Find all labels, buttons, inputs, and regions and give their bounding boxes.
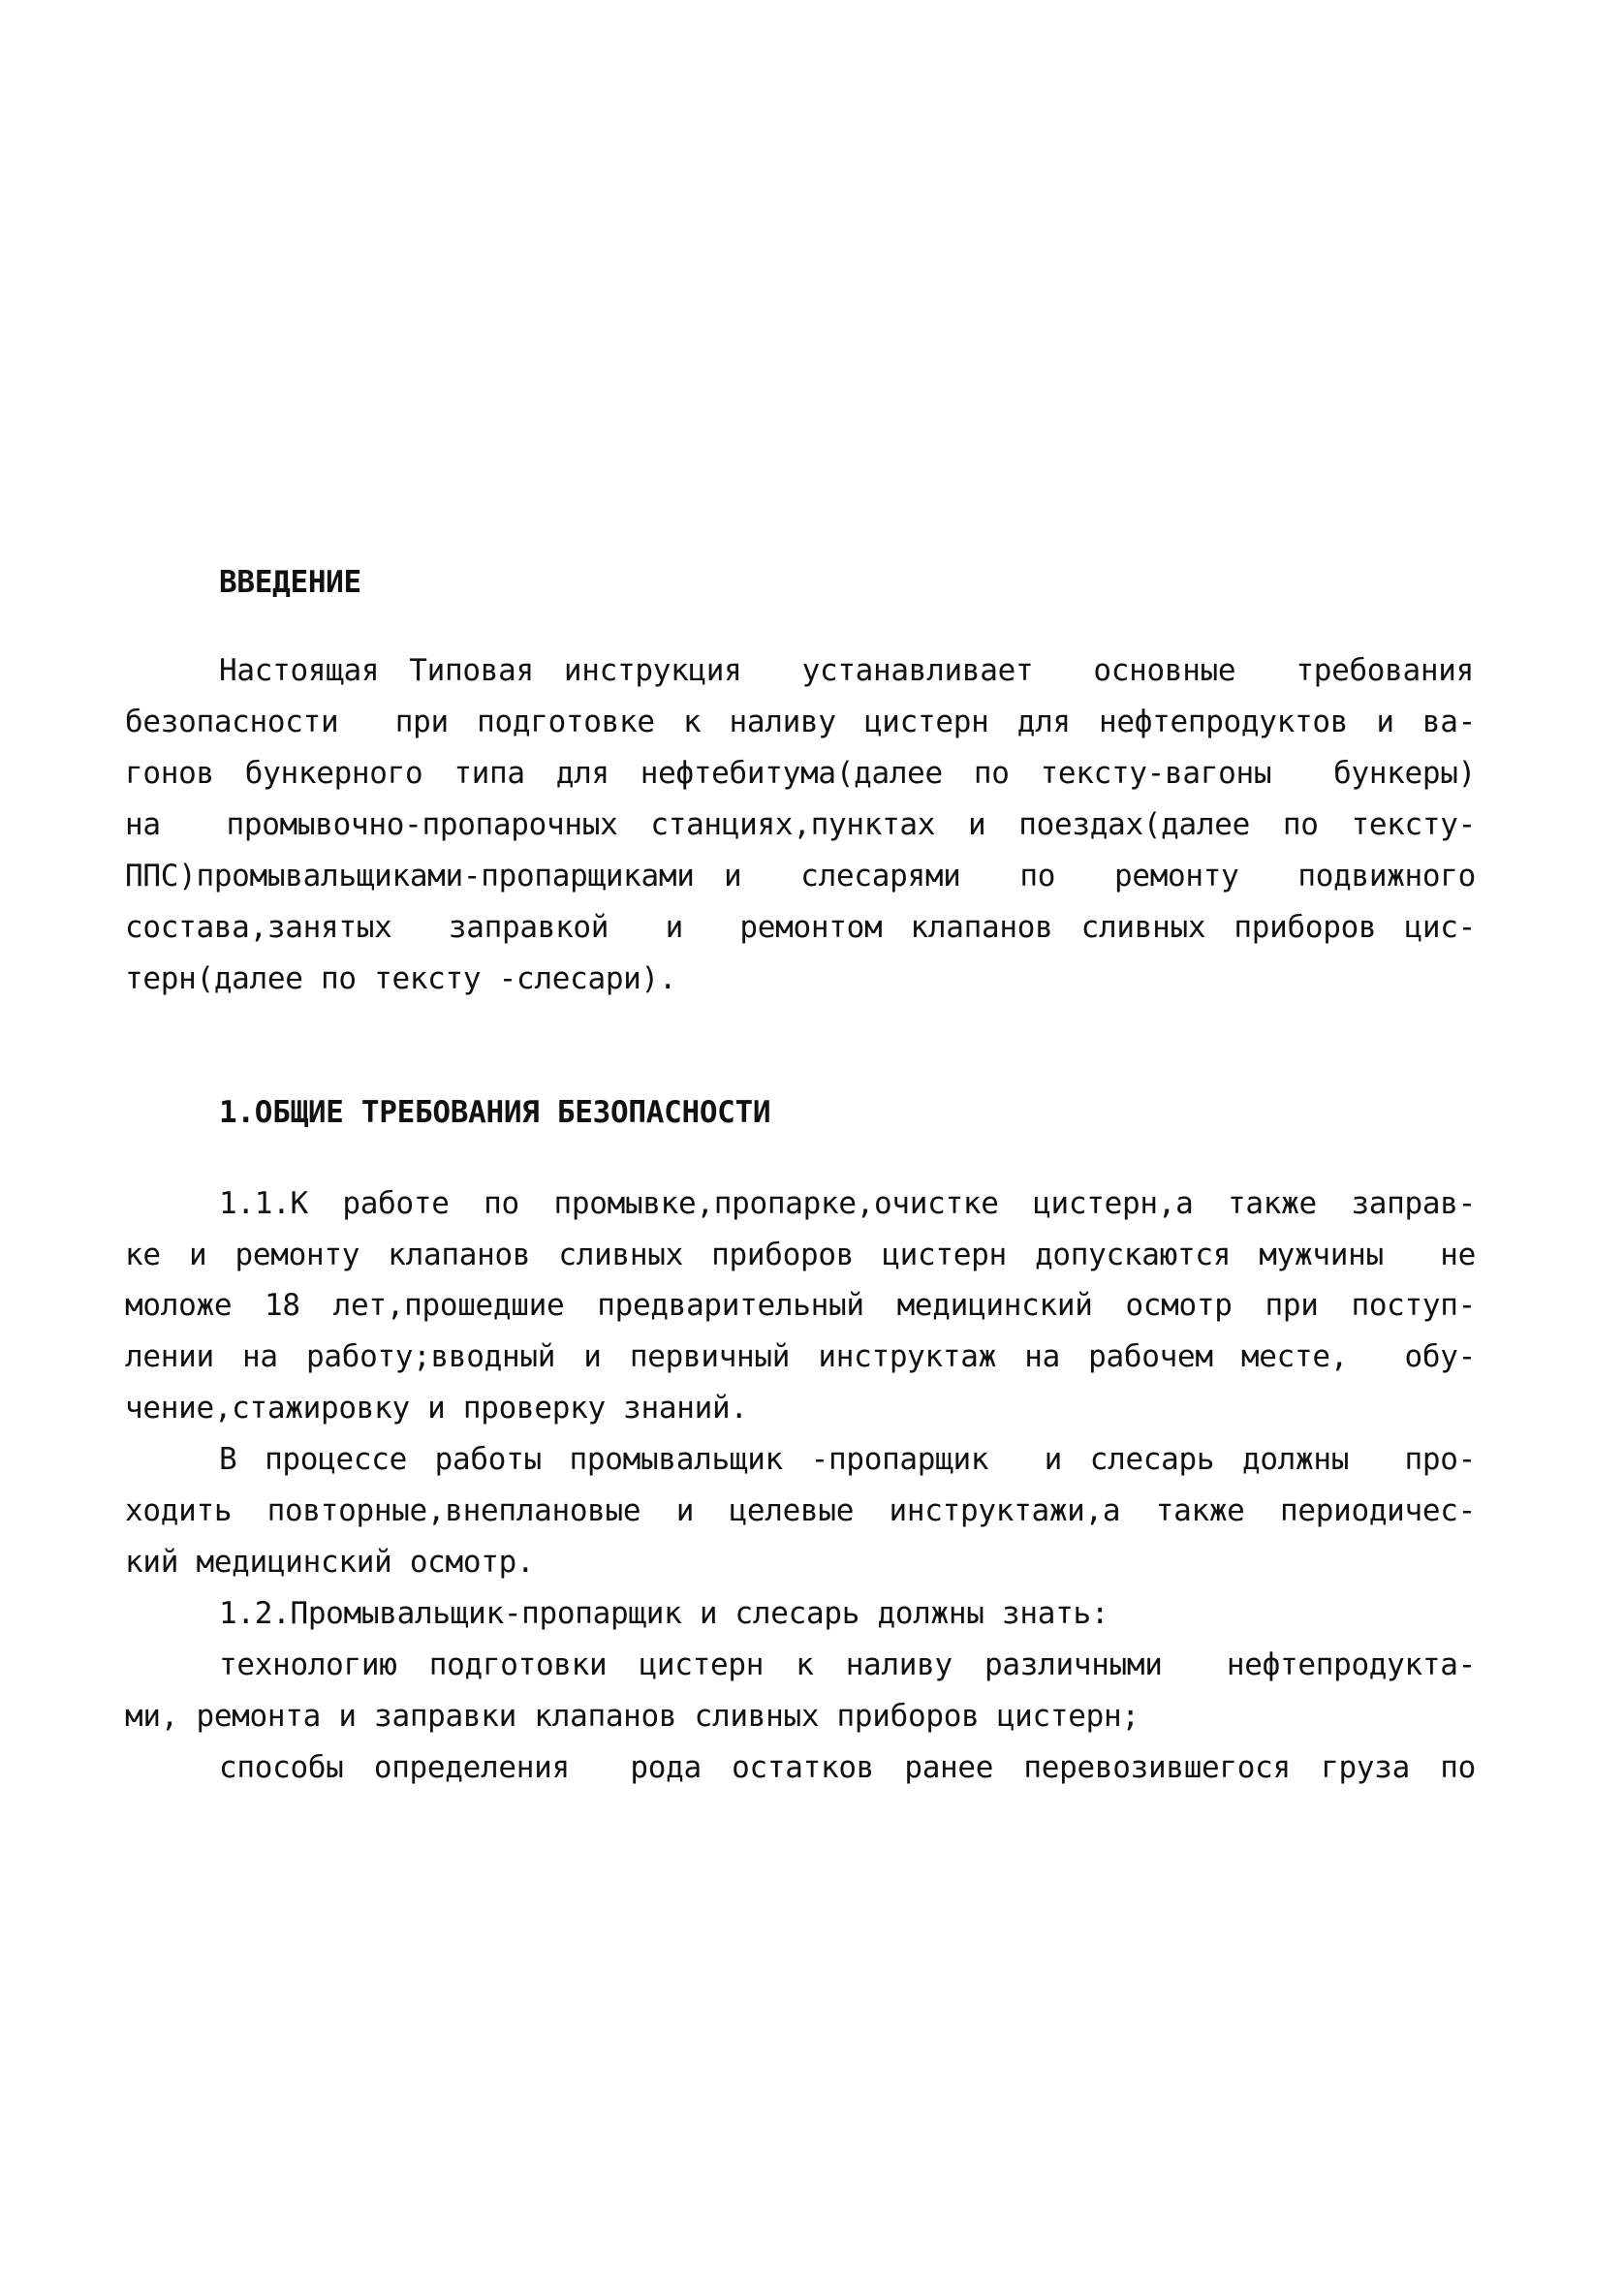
section-1-line-5: чение,стажировку и проверку знаний.	[125, 1391, 748, 1426]
section-1-line-7: ходить повторные,внеплановые и целевые инструктажи,а также периодичес-	[125, 1493, 1476, 1528]
intro-line-3: гонов бункерного типа для нефтебитума(далее по тексту-вагоны бункеры)	[125, 756, 1476, 791]
section-1-line-12: способы определения рода остатков ранее перевозившегося груза по	[219, 1750, 1476, 1785]
section-1-heading: 1.ОБЩИЕ ТРЕБОВАНИЯ БЕЗОПАСНОСТИ	[219, 1095, 771, 1130]
section-1-line-10: технологию подготовки цистерн к наливу различными нефтепродукта-	[219, 1647, 1476, 1682]
intro-line-2: безопасности при подготовке к наливу цистерн для нефтепродуктов и ва-	[125, 705, 1476, 739]
intro-line-5: ППС)промывальщиками-пропарщиками и слесарями по ремонту подвижного	[125, 859, 1476, 894]
section-1-line-1: 1.1.К работе по промывке,пропарке,очистке цистерн,а также заправ-	[219, 1186, 1476, 1221]
section-1-line-3: моложе 18 лет,прошедшие предварительный медицинский осмотр при поступ-	[125, 1288, 1476, 1323]
intro-line-6: состава,занятых заправкой и ремонтом клапанов сливных приборов цис-	[125, 910, 1476, 945]
section-1-line-6: В процессе работы промывальщик -пропарщик и слесарь должны про-	[219, 1442, 1476, 1477]
section-1-line-4: лении на работу;вводный и первичный инструктаж на рабочем месте, обу-	[125, 1339, 1476, 1374]
intro-heading: ВВЕДЕНИЕ	[219, 565, 361, 600]
intro-line-4: на промывочно-пропарочных станциях,пунктах и поездах(далее по тексту-	[125, 807, 1476, 842]
intro-line-1: Настоящая Типовая инструкция устанавливает основные требования	[219, 653, 1474, 688]
section-1-line-8: кий медицинский осмотр.	[125, 1545, 535, 1580]
intro-line-7: терн(далее по тексту -слесари).	[125, 961, 677, 996]
section-1-line-9: 1.2.Промывальщик-пропарщик и слесарь должны знать:	[219, 1596, 1109, 1631]
section-1-line-11: ми, ремонта и заправки клапанов сливных приборов цистерн;	[125, 1699, 1140, 1734]
section-1-line-2: ке и ремонту клапанов сливных приборов цистерн допускаются мужчины не	[125, 1238, 1476, 1272]
